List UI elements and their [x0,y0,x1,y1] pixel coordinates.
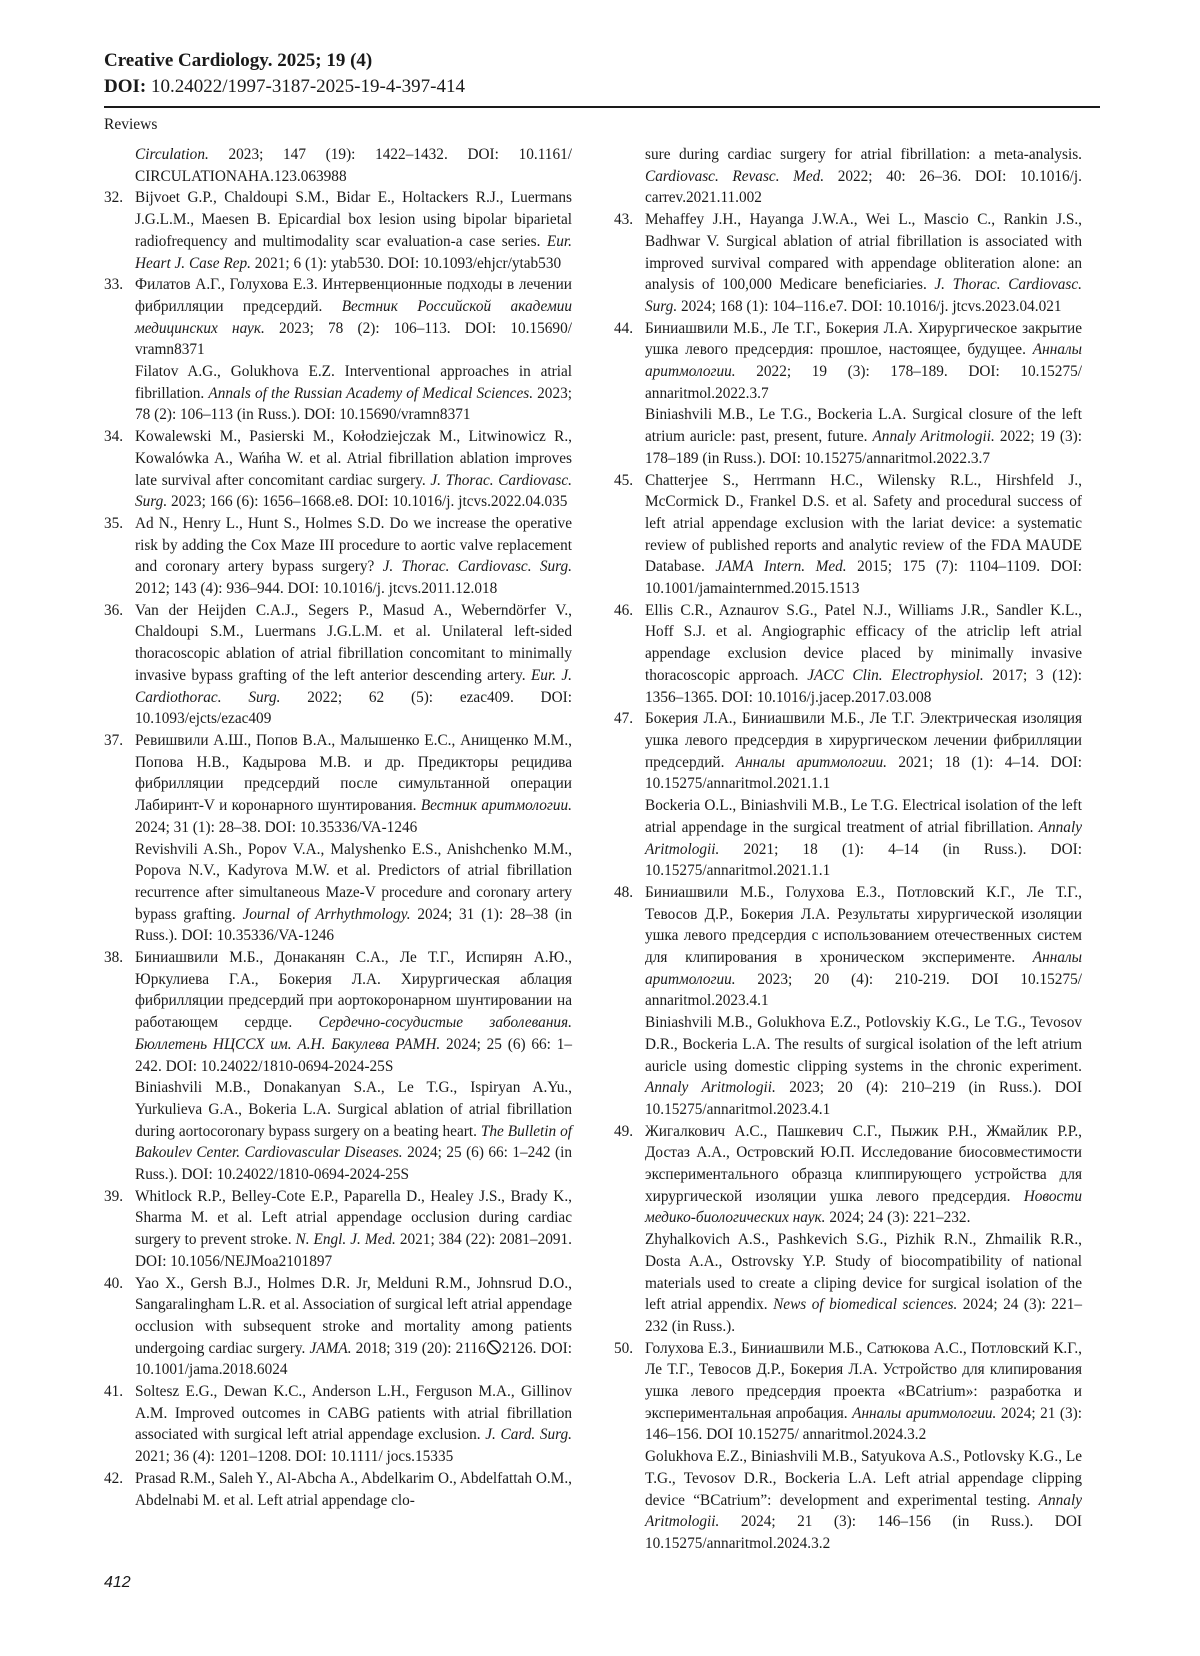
running-header [104,48,1100,100]
reference-text [135,274,572,426]
reference-citation: Yao X., Gersh B.J., Holmes D.R. Jr, Melduni R.M., Johnsrud D.O., Sangaralingham L.R. et al. Association of surgical left atrial appendage occlusion with subsequent stroke and mortality among patients undergoing cardiac surgery. JAMA. 2018; 319 (20): 2116🛇2126. DOI: 10.1001/jama.2018.6024 [135,1273,572,1382]
reference-number: 37. [104,730,135,947]
reference-item [614,1338,1082,1555]
reference-citation: Бокерия Л.А., Биниашвили М.Б., Ле Т.Г. Электрическая изоляция ушка левого предсердия в хирургическом лечении фибрилляции предсердий. Анналы аритмологии. 2021; 18 (1): 4–14. DOI: 10.15275/annaritmol.2021.1.1 [645,708,1082,795]
reference-text [645,209,1082,318]
reference-citation-translation: Bockeria O.L., Biniashvili M.B., Le T.G. Electrical isolation of the left atrial appendage in the surgical treatment of atrial fibrillation. Annaly Aritmologii. 2021; 18 (1): 4–14 (in Russ.). DOI: 10.15275/annaritmol.2021.1.1 [645,795,1082,882]
reference-number: 45. [614,470,645,600]
reference-item [614,1121,1082,1338]
reference-citation: Kowalewski M., Pasierski M., Kołodziejczak M., Litwinowicz R., Kowalówka A., Wańha W. et al. Atrial fibrillation ablation improves late survival after concomitant cardiac surgery. J. Thorac. Cardiovasc. Surg. 2023; 166 (6): 1656–1668.e8. DOI: 10.1016/j. jtcvs.2022.04.035 [135,426,572,513]
reference-citation: Биниашвили М.Б., Ле Т.Г., Бокерия Л.А. Хирургическое закрытие ушка левого предсердия: прошлое, настоящее, будущее. Анналы аритмологии. 2022; 19 (3): 178–189. DOI: 10.15275/ annaritmol.2022.3.7 [645,318,1082,405]
reference-number: 44. [614,318,645,470]
reference-citation-translation: Golukhova E.Z., Biniashvili M.B., Satyukova A.S., Potlovsky K.G., Le T.G., Tevosov D.R., Bockeria L.A. Left atrial appendage clipping device “BCatrium”: development and experimental testing. Annaly Aritmologii. 2024; 21 (3): 146–156 (in Russ.). DOI 10.15275/annaritmol.2024.3.2 [645,1446,1082,1555]
reference-text [135,426,572,513]
journal-page [0,0,1200,1656]
reference-text [645,1338,1082,1555]
reference-item [104,947,572,1186]
reference-item [104,730,572,947]
reference-text [135,1468,572,1511]
reference-number: 32. [104,187,135,274]
reference-text [645,708,1082,882]
reference-item [614,882,1082,1121]
reference-number: 33. [104,274,135,426]
reference-citation-translation: Zhyhalkovich A.S., Pashkevich S.G., Pizhik R.N., Zhmailik R.R., Dosta A.A., Ostrovsky Y.P. Study of biocompatibility of national materials used to create a cliping device for surgical isolation of the left atrial appendix. News of biomedical sciences. 2024; 24 (3): 221–232 (in Russ.). [645,1229,1082,1338]
reference-number: 47. [614,708,645,882]
reference-citation: Mehaffey J.H., Hayanga J.W.A., Wei L., Mascio C., Rankin J.S., Badhwar V. Surgical ablation of atrial fibrillation is associated with improved survival compared with appendage obliteration alone: an analysis of 100,000 Medicare beneficiaries. J. Thorac. Cardiovasc. Surg. 2024; 168 (1): 104–116.e7. DOI: 10.1016/j. jtcvs.2023.04.021 [645,209,1082,318]
reference-number: 42. [104,1468,135,1511]
reference-item [104,1186,572,1273]
reference-continuation: Circulation. 2023; 147 (19): 1422–1432. DOI: 10.1161/ CIRCULATIONAHA.123.063988 [104,144,572,187]
reference-text [135,1186,572,1273]
reference-citation: Chatterjee S., Herrmann H.C., Wilensky R.L., Hirshfeld J., McCormick D., Frankel D.S. et al. Safety and procedural success of left atrial appendage exclusion with the lariat device: a systematic review of published reports and analytic review of the FDA MAUDE Database. JAMA Intern. Med. 2015; 175 (7): 1104–1109. DOI: 10.1001/jamainternmed.2015.1513 [645,470,1082,600]
reference-citation: Bijvoet G.P., Chaldoupi S.M., Bidar E., Holtackers R.J., Luermans J.G.L.M., Maesen B. Epicardial box lesion using bipolar biparietal radiofrequency and multimodality scar evaluation-a case series. Eur. Heart J. Case Rep. 2021; 6 (1): ytab530. DOI: 10.1093/ehjcr/ytab530 [135,187,572,274]
reference-citation: Биниашвили М.Б., Голухова Е.З., Потловский К.Г., Ле Т.Г., Тевосов Д.Р., Бокерия Л.А. Результаты хирургической изоляции ушка левого предсердия с использованием отечественных систем для клипирования в хроническом эксперименте. Анналы аритмологии. 2023; 20 (4): 210-219. DOI 10.15275/ annaritmol.2023.4.1 [645,882,1082,1012]
reference-text [645,882,1082,1121]
reference-citation: Ellis C.R., Aznaurov S.G., Patel N.J., Williams J.R., Sandler K.L., Hoff S.J. et al. Angiographic efficacy of the atriclip left atrial appendage exclusion device placed by minimally invasive thoracoscopic approach. JACC Clin. Electrophysiol. 2017; 3 (12): 1356–1365. DOI: 10.1016/j.jacep.2017.03.008 [645,600,1082,709]
reference-item [104,1468,572,1511]
reference-citation: Van der Heijden C.A.J., Segers P., Masud A., Weberndörfer V., Chaldoupi S.M., Luermans J.G.L.M. et al. Unilateral left-sided thoracoscopic ablation of atrial fibrillation concomitant to minimally invasive bypass grafting of the left anterior descending artery. Eur. J. Cardiothorac. Surg. 2022; 62 (5): ezac409. DOI: 10.1093/ejcts/ezac409 [135,600,572,730]
reference-item [104,600,572,730]
journal-title: Creative Cardiology. 2025; 19 (4) [104,48,1100,74]
references-column-right [614,144,1082,1555]
reference-number: 50. [614,1338,645,1555]
reference-item [104,426,572,513]
reference-item [104,187,572,274]
reference-citation: Ревишвили А.Ш., Попов В.А., Малышенко Е.С., Анищенко М.М., Попова Н.В., Кадырова М.В. и др. Предикторы рецидива фибрилляции предсердий после симультанной операции Лабиринт-V и коронарного шунтирования. Вестник аритмологии. 2024; 31 (1): 28–38. DOI: 10.35336/VA-1246 [135,730,572,839]
reference-item [614,318,1082,470]
reference-text [645,1121,1082,1338]
reference-number: 35. [104,513,135,600]
reference-citation: Soltesz E.G., Dewan K.C., Anderson L.H., Ferguson M.A., Gillinov A.M. Improved outcomes in CABG patients with atrial fibrillation associated with surgical left atrial appendage exclusion. J. Card. Surg. 2021; 36 (4): 1201–1208. DOI: 10.1111/ jocs.15335 [135,1381,572,1468]
reference-number: 40. [104,1273,135,1382]
reference-item [104,513,572,600]
reference-citation-translation: Revishvili A.Sh., Popov V.A., Malyshenko E.S., Anishchenko M.M., Popova N.V., Kadyrova M.W. et al. Predictors of atrial fibrillation recurrence after simultaneous Maze-V procedure and coronary artery bypass grafting. Journal of Arrhythmology. 2024; 31 (1): 28–38 (in Russ.). DOI: 10.35336/VA-1246 [135,839,572,948]
reference-item [614,600,1082,709]
reference-citation: Голухова Е.З., Биниашвили М.Б., Сатюкова А.С., Потловский К.Г., Ле Т.Г., Тевосов Д.Р., Бокерия Л.А. Устройство для клипирования ушка левого предсердия проекта «BCatrium»: разработка и экспериментальная апробация. Анналы аритмологии. 2024; 21 (3): 146–156. DOI 10.15275/ annaritmol.2024.3.2 [645,1338,1082,1447]
reference-citation: Биниашвили М.Б., Донаканян С.А., Ле Т.Г., Испирян А.Ю., Юркулиева Г.А., Бокерия Л.А. Хирургическая аблация фибрилляции предсердий при аортокоронарном шунтировании на работающем сердце. Сердечно-сосудистые заболевания. Бюллетень НЦССХ им. А.Н. Бакулева РАМН. 2024; 25 (6) 66: 1–242. DOI: 10.24022/1810-0694-2024-25S [135,947,572,1077]
reference-number: 36. [104,600,135,730]
section-label: Reviews [104,114,157,136]
reference-citation-translation: Biniashvili M.B., Donakanyan S.A., Le T.G., Ispiryan A.Yu., Yurkulieva G.A., Bokeria L.A. Surgical ablation of atrial fibrillation during aortocoronary bypass surgery on a beating heart. The Bulletin of Bakoulev Center. Cardiovascular Diseases. 2024; 25 (6) 66: 1–242 (in Russ.). DOI: 10.24022/1810-0694-2024-25S [135,1077,572,1186]
reference-item [614,708,1082,882]
reference-citation: Ad N., Henry L., Hunt S., Holmes S.D. Do we increase the operative risk by adding the Cox Maze III procedure to aortic valve replacement and coronary artery bypass surgery? J. Thorac. Cardiovasc. Surg. 2012; 143 (4): 936–944. DOI: 10.1016/j. jtcvs.2011.12.018 [135,513,572,600]
header-rule [104,106,1100,108]
reference-citation: Жигалкович А.С., Пашкевич С.Г., Пыжик Р.Н., Жмайлик Р.Р., Достаз А.А., Островский Ю.П. Исследование биосовместимости экспериментального образца клиппирующего устройства для хирургической изоляции ушка левого предсердия. Новости медико-биологических наук. 2024; 24 (3): 221–232. [645,1121,1082,1230]
references-column-left [104,144,572,1511]
reference-number: 38. [104,947,135,1186]
reference-item [104,1273,572,1382]
reference-citation-translation: Biniashvili M.B., Le T.G., Bockeria L.A. Surgical closure of the left atrium auricle: past, present, future. Annaly Aritmologii. 2022; 19 (3): 178–189 (in Russ.). DOI: 10.15275/annaritmol.2022.3.7 [645,404,1082,469]
reference-citation-translation: Filatov A.G., Golukhova E.Z. Interventional approaches in atrial fibrillation. Annals of the Russian Academy of Medical Sciences. 2023; 78 (2): 106–113 (in Russ.). DOI: 10.15690/vramn8371 [135,361,572,426]
reference-text [135,1273,572,1382]
doi-value: 10.24022/1997-3187-2025-19-4-397-414 [151,76,465,97]
reference-text [135,600,572,730]
reference-text [645,600,1082,709]
reference-citation: Prasad R.M., Saleh Y., Al-Abcha A., Abdelkarim O., Abdelfattah O.M., Abdelnabi M. et al. Left atrial appendage clo- [135,1468,572,1511]
article-doi [104,74,1100,100]
reference-item [104,1381,572,1468]
page-number: 412 [104,1574,131,1592]
reference-continuation: sure during cardiac surgery for atrial fibrillation: a meta-analysis. Cardiovasc. Revasc. Med. 2022; 40: 26–36. DOI: 10.1016/j. carrev.2021.11.002 [614,144,1082,209]
reference-item [614,470,1082,600]
reference-item [614,209,1082,318]
reference-item [104,274,572,426]
reference-text [135,1381,572,1468]
reference-text [135,513,572,600]
reference-text [135,730,572,947]
doi-label: DOI: [104,76,146,97]
reference-text [645,318,1082,470]
reference-citation: Whitlock R.P., Belley-Cote E.P., Paparella D., Healey J.S., Brady K., Sharma M. et al. Left atrial appendage occlusion during cardiac surgery to prevent stroke. N. Engl. J. Med. 2021; 384 (22): 2081–2091. DOI: 10.1056/NEJMoa2101897 [135,1186,572,1273]
reference-number: 48. [614,882,645,1121]
reference-citation: Филатов А.Г., Голухова Е.З. Интервенционные подходы в лечении фибрилляции предсердий. Вестник Российской академии медицинских наук. 2023; 78 (2): 106–113. DOI: 10.15690/ vramn8371 [135,274,572,361]
reference-text [135,187,572,274]
reference-number: 46. [614,600,645,709]
reference-number: 34. [104,426,135,513]
reference-citation-translation: Biniashvili M.B., Golukhova E.Z., Potlovskiy K.G., Le T.G., Tevosov D.R., Bockeria L.A. The results of surgical isolation of the left atrium auricle using domestic clipping systems in the chronic experiment. Annaly Aritmologii. 2023; 20 (4): 210–219 (in Russ.). DOI 10.15275/annaritmol.2023.4.1 [645,1012,1082,1121]
reference-number: 49. [614,1121,645,1338]
reference-text [135,947,572,1186]
reference-text [645,470,1082,600]
reference-number: 41. [104,1381,135,1468]
reference-number: 43. [614,209,645,318]
reference-number: 39. [104,1186,135,1273]
